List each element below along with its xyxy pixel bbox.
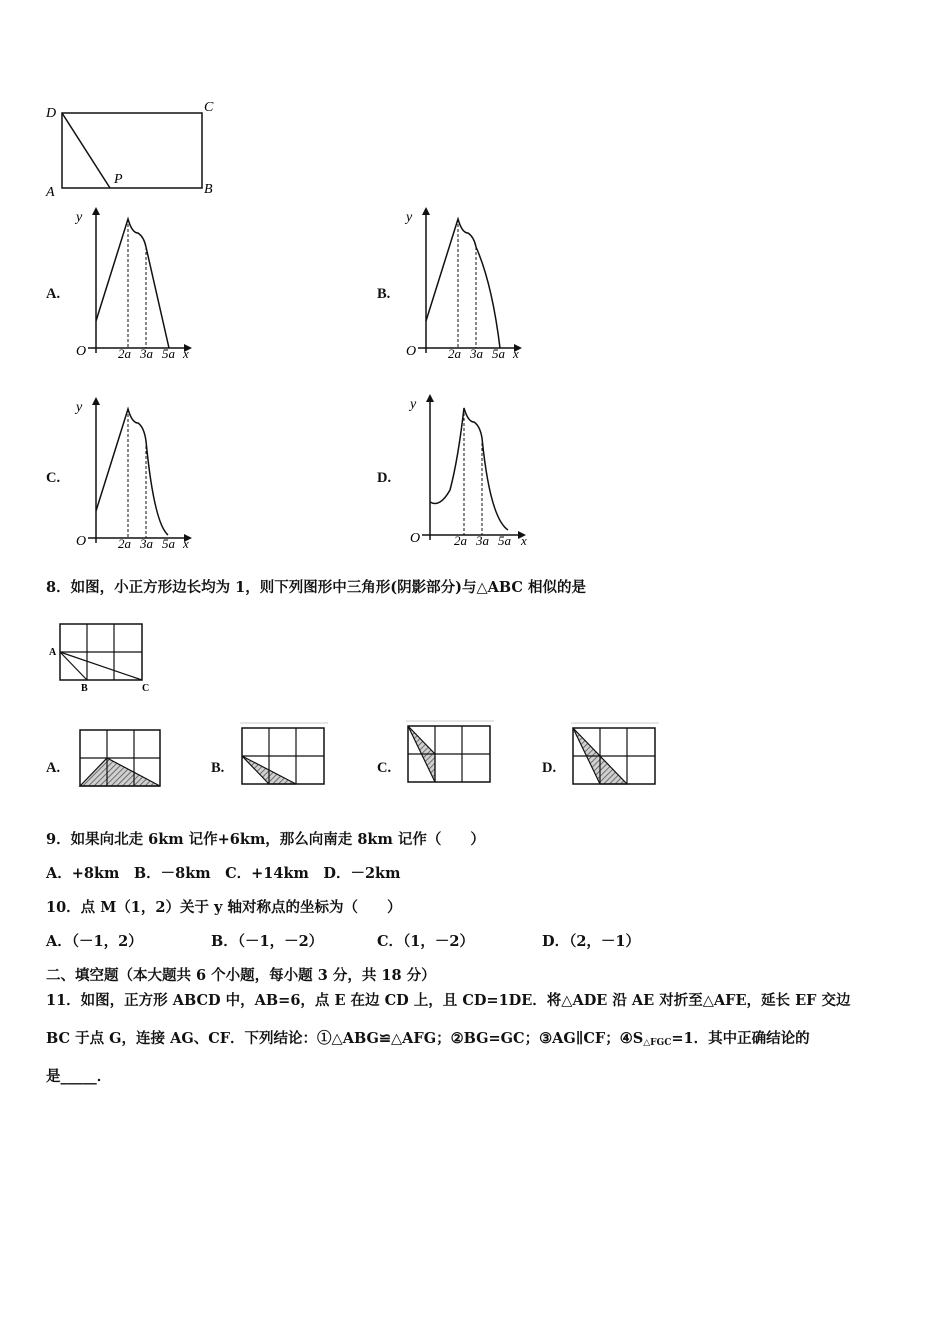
q10-option-d[interactable]: D．（2，－1）: [542, 933, 641, 950]
section-heading: 二、填空题（本大题共 6 个小题，每小题 3 分，共 18 分）: [46, 967, 436, 984]
q8-option-b-figure[interactable]: [238, 722, 330, 788]
rectangle-abcd-figure: [40, 95, 230, 205]
svg-text:y: y: [76, 400, 83, 415]
q11-line-1: 11．如图，正方形 ABCD 中，AB=6，点 E 在边 CD 上，且 CD=1DE．将△ADE 沿 AE 对折至△AFE，延长 EF 交边: [46, 992, 851, 1009]
svg-text:3a: 3a: [140, 346, 153, 361]
label-d: D: [46, 106, 57, 121]
svg-text:x: x: [183, 536, 189, 551]
q9-options[interactable]: A．+8km B．－8km C．+14km D．－2km: [46, 865, 401, 882]
q11-line-3[interactable]: 是_____．: [46, 1068, 112, 1085]
q10-stem: 10．点 M（1，2）关于 y 轴对称点的坐标为（ ）: [46, 899, 402, 916]
svg-text:x: x: [513, 346, 519, 361]
svg-text:3a: 3a: [470, 346, 483, 361]
q11-line-2-main: BC 于点 G，连接 AG、CF．下列结论：①△ABG≌△AFG；②BG=GC；③AG∥CF；④S: [46, 1030, 644, 1047]
q9-stem: 9．如果向北走 6km 记作+6km，那么向南走 8km 记作（ ）: [46, 831, 485, 848]
q7-option-d-label[interactable]: D.: [377, 470, 392, 486]
svg-text:5a: 5a: [162, 536, 175, 551]
q11-line-2: [46, 1029, 810, 1053]
q8-option-a-figure[interactable]: [78, 728, 162, 788]
q8-option-b-label[interactable]: B.: [211, 760, 225, 776]
svg-text:x: x: [183, 346, 189, 361]
q7-graph-d[interactable]: [404, 390, 534, 550]
q11-line-2-tail: =1．其中正确结论的: [671, 1030, 810, 1047]
svg-text:2a: 2a: [454, 533, 467, 548]
q10-option-b[interactable]: B．（－1，－2）: [211, 933, 324, 950]
svg-text:y: y: [410, 397, 417, 412]
svg-text:B: B: [81, 683, 88, 694]
svg-text:2a: 2a: [448, 346, 461, 361]
label-p: P: [114, 172, 123, 187]
q7-option-c-label[interactable]: C.: [46, 470, 61, 486]
label-b: B: [204, 182, 213, 197]
svg-text:O: O: [76, 344, 87, 359]
q8-option-c-label[interactable]: C.: [377, 760, 392, 776]
q7-option-b-label[interactable]: B.: [377, 286, 391, 302]
svg-text:x: x: [521, 533, 527, 548]
q7-option-a-label[interactable]: A.: [46, 286, 61, 302]
q8-option-c-figure[interactable]: [404, 720, 496, 786]
q10-option-c[interactable]: C．（1，－2）: [377, 933, 474, 950]
svg-text:O: O: [76, 534, 87, 549]
q7-graph-b[interactable]: [400, 203, 530, 363]
label-c: C: [204, 100, 214, 115]
svg-text:5a: 5a: [162, 346, 175, 361]
q10-option-a[interactable]: A．（－1，2）: [46, 933, 143, 950]
svg-text:y: y: [76, 210, 83, 225]
q8-option-d-label[interactable]: D.: [542, 760, 557, 776]
q8-reference-figure: [46, 620, 166, 700]
q11-subscript: △FGC: [643, 1038, 672, 1048]
svg-text:2a: 2a: [118, 536, 131, 551]
q7-graph-a[interactable]: [70, 203, 200, 363]
svg-text:O: O: [406, 344, 417, 359]
svg-text:5a: 5a: [492, 346, 505, 361]
q8-option-d-figure[interactable]: [569, 722, 661, 788]
svg-text:3a: 3a: [140, 536, 153, 551]
q8-option-a-label[interactable]: A.: [46, 760, 61, 776]
svg-text:C: C: [142, 683, 150, 694]
svg-text:2a: 2a: [118, 346, 131, 361]
svg-text:5a: 5a: [498, 533, 511, 548]
svg-text:y: y: [406, 210, 413, 225]
label-a: A: [46, 185, 55, 200]
svg-text:O: O: [410, 531, 421, 546]
q7-graph-c[interactable]: [70, 393, 200, 553]
svg-text:A: A: [49, 647, 57, 658]
q8-stem: 8．如图，小正方形边长均为 1，则下列图形中三角形(阴影部分)与△ABC 相似的是: [46, 579, 586, 596]
svg-text:3a: 3a: [476, 533, 489, 548]
